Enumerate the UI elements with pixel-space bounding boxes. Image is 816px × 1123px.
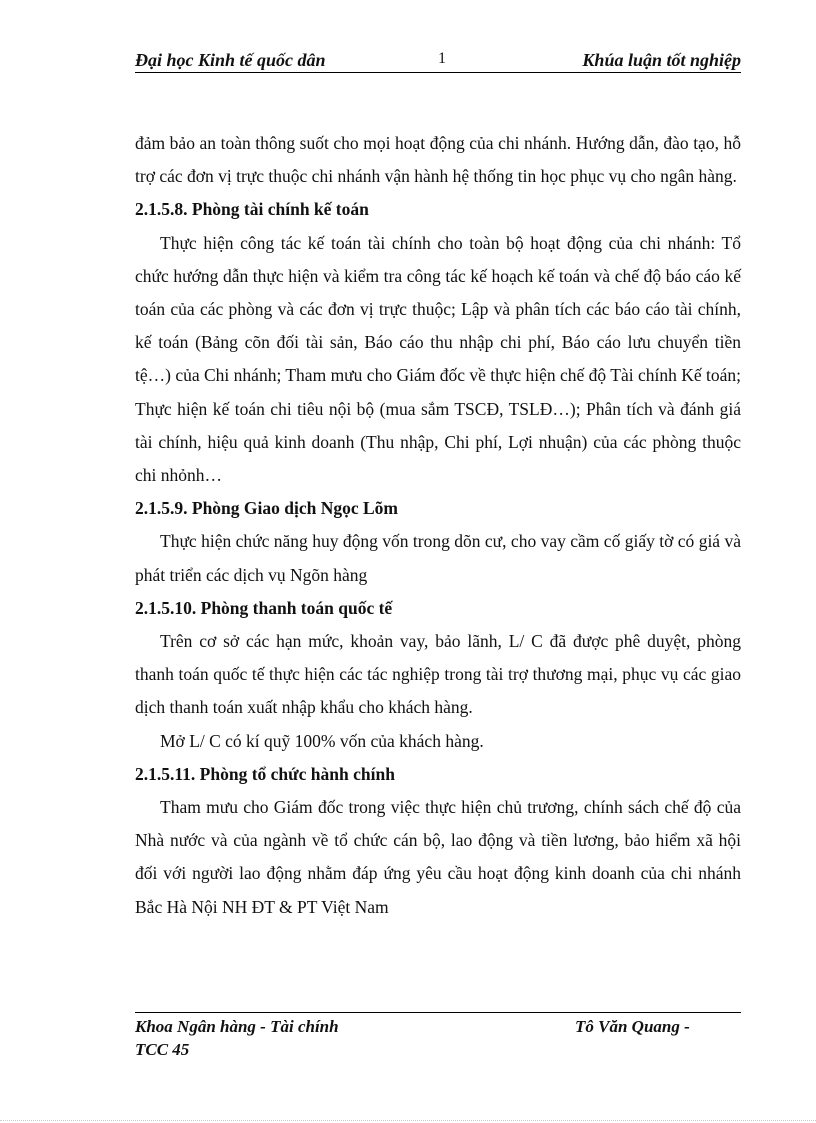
section-heading-2-1-5-11: 2.1.5.11. Phòng tổ chức hành chính [135,763,395,784]
section-heading-2-1-5-10: 2.1.5.10. Phòng thanh toán quốc tế [135,597,393,618]
paragraph-continuation: đảm bảo an toàn thông suốt cho mọi hoạt động của chi nhánh. Hướng dẫn, đào tạo, hỗ trợ các đơn vị trực thuộc chi nhánh vận hành hệ thống tin học phục vụ cho ngân hàng. [135,133,741,187]
paragraph-finance-accounting: Thực hiện công tác kế toán tài chính cho toàn bộ hoạt động của chi nhánh: Tổ chức hướng dẫn thực hiện và kiểm tra công tác kế hoạch kế toán và chế độ báo cáo kế toán của các phòng và các đơn vị trực thuộc; Lập và phân tích các báo cáo tài chính, kế toán (Bảng cõn đối tài sản, Báo cáo thu nhập chi phí, Báo cáo lưu chuyển tiền tệ…) của Chi nhánh; Tham mưu cho Giám đốc về thực hiện chế độ Tài chính Kế toán; Thực hiện kế toán chi tiêu nội bộ (mua sắm TSCĐ, TSLĐ…); Phân tích và đánh giá tài chính, hiệu quả kinh doanh (Thu nhập, Chi phí, Lợi nhuận) của các phòng thuộc chi nhỏnh… [135,232,741,486]
document-body [135,127,741,924]
section-heading-2-1-5-9: 2.1.5.9. Phòng Giao dịch Ngọc Lõm [135,498,399,519]
footer-divider [135,1012,741,1013]
paragraph-admin-office: Tham mưu cho Giám đốc trong việc thực hiện chủ trương, chính sách chế độ của Nhà nước và của ngành về tổ chức cán bộ, lao động và tiền lương, bảo hiểm xã hội đối với người lao động nhằm đáp ứng yêu cầu hoạt động kinh doanh của chi nhánh Bắc Hà Nội NH ĐT & PT Việt Nam [135,797,741,917]
page-bottom-edge [0,1120,816,1121]
section-heading-2-1-5-8: 2.1.5.8. Phòng tài chính kế toán [135,199,369,220]
footer-author: Tô Văn Quang - [575,1017,690,1036]
paragraph-lc-deposit: Mở L/ C có kí quỹ 100% vốn của khách hàng. [160,730,484,751]
paragraph-international-payment: Trên cơ sở các hạn mức, khoản vay, bảo lãnh, L/ C đã được phê duyệt, phòng thanh toán quốc tế thực hiện các tác nghiệp trong tài trợ thương mại, phục vụ các giao dịch thanh toán xuất nhập khẩu cho khách hàng. [135,631,741,718]
footer-faculty: Khoa Ngân hàng - Tài chính [135,1017,339,1036]
footer-class: TCC 45 [135,1040,190,1059]
page-header [135,48,741,73]
page-number: 1 [438,50,446,67]
header-university: Đại học Kinh tế quốc dân [135,50,326,70]
paragraph-ngoc-lam-office: Thực hiện chức năng huy động vốn trong dõn cư, cho vay cầm cố giấy tờ có giá và phát triển các dịch vụ Ngõn hàng [135,531,741,585]
header-thesis-title: Khúa luận tốt nghiệp [582,50,741,70]
